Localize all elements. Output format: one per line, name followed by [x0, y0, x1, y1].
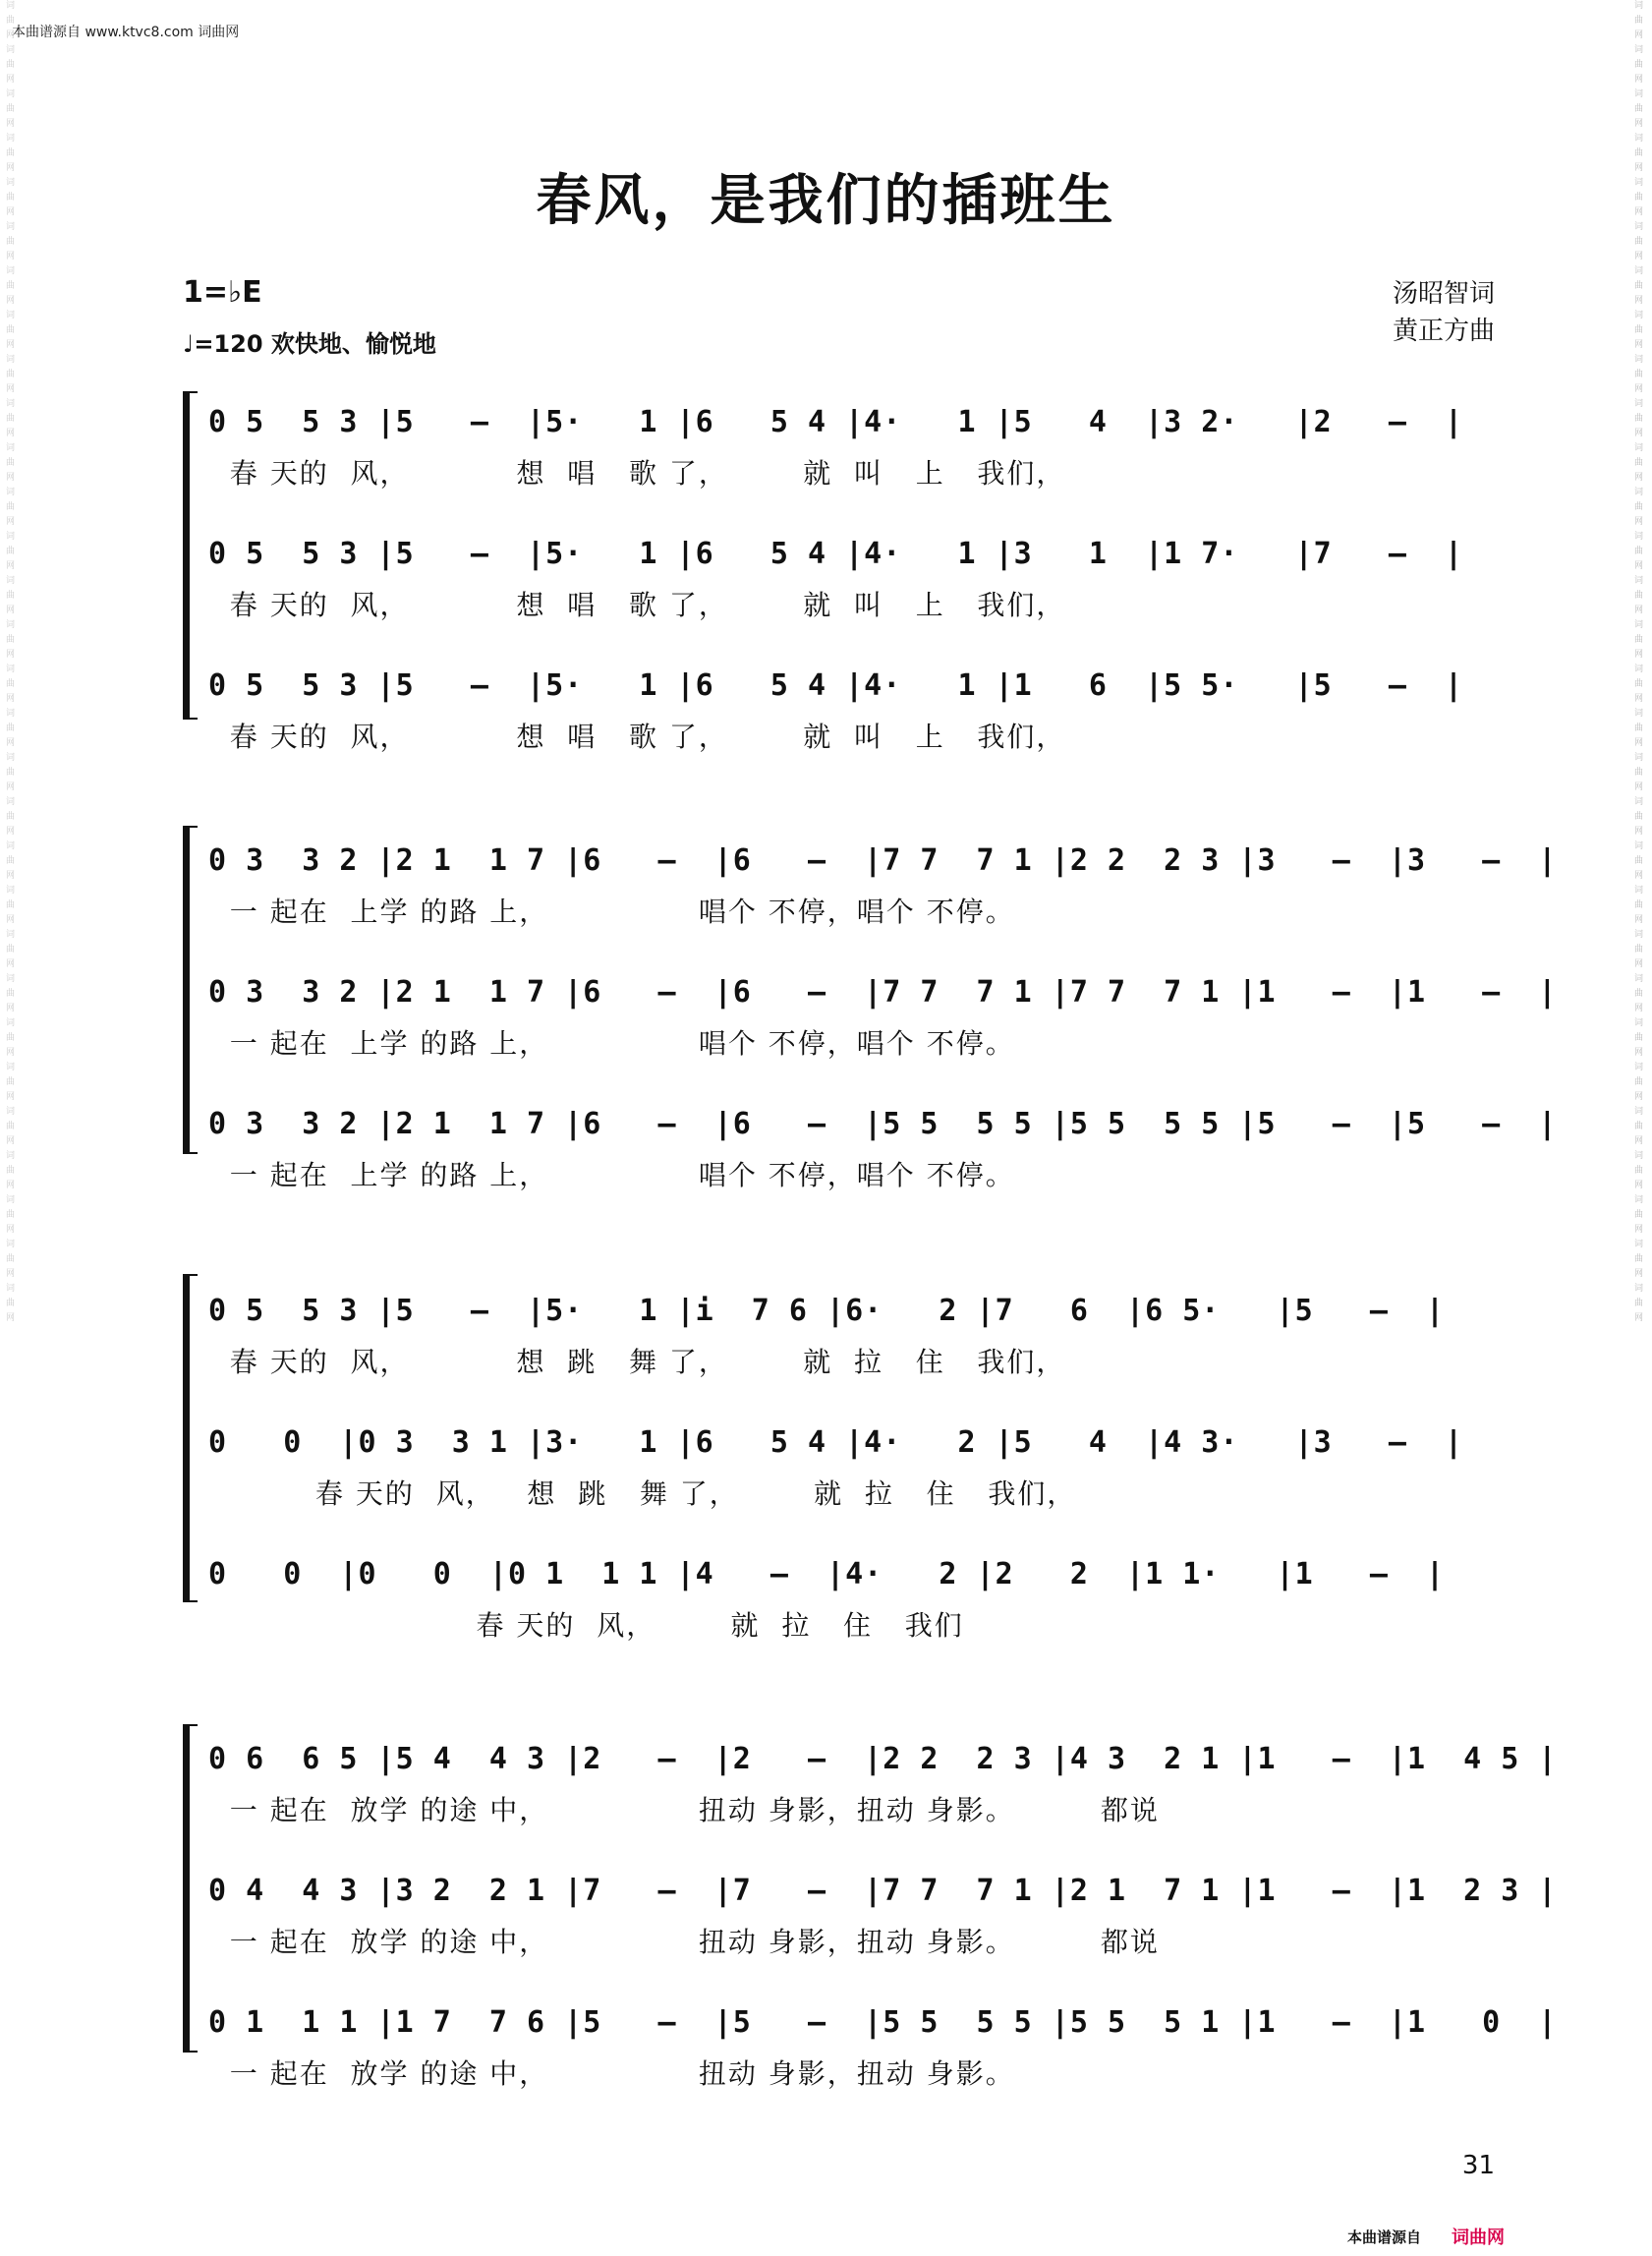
notes-line: 0 5 5 3 |5 – |5· 1 |6 5 4 |4· 1 |3 1 |1 7· |7 – | — [208, 537, 1464, 571]
composer-credit: 黄正方曲 — [1392, 317, 1495, 346]
system-bracket — [183, 826, 198, 1154]
side-watermark-left: 词曲网词曲网词曲网词曲网词曲网词曲网词曲网词曲网词曲网词曲网词曲网词曲网词曲网词曲网词曲网词曲网词曲网词曲网词曲网词曲网词曲网词曲网词曲网词曲网词曲网词曲网词曲网词曲网词曲网词曲网 — [4, 0, 14, 1327]
notes-line: 0 0 |0 0 |0 1 1 1 |4 – |4· 2 |2 2 |1 1· |1 – | — [208, 1557, 1446, 1591]
notes-line: 0 5 5 3 |5 – |5· 1 |6 5 4 |4· 1 |5 4 |3 2· |2 – | — [208, 405, 1464, 439]
lyrics-line: 一 起在 放学 的途 中， 扭动 身影，扭动 身影。 都说 — [208, 1926, 1160, 1958]
notes-line: 0 3 3 2 |2 1 1 7 |6 – |6 – |5 5 5 5 |5 5 5 5 |5 – |5 – | — [208, 1107, 1558, 1141]
lyricist-credit: 汤昭智词 — [1392, 279, 1495, 309]
notes-line: 0 3 3 2 |2 1 1 7 |6 – |6 – |7 7 7 1 |7 7 7 1 |1 – |1 – | — [208, 975, 1558, 1010]
lyrics-line: 一 起在 放学 的途 中， 扭动 身影，扭动 身影。 都说 — [208, 1794, 1160, 1826]
footer-site-label: 词曲网 — [1452, 2227, 1505, 2248]
lyrics-line: 一 起在 上学 的路 上， 唱个 不停，唱个 不停。 — [208, 896, 1015, 928]
side-watermark: 词曲网词曲网词曲网词曲网词曲网词曲网词曲网词曲网词曲网词曲网词曲网词曲网词曲网词曲网词曲网词曲网词曲网词曲网词曲网词曲网词曲网词曲网词曲网词曲网词曲网词曲网词曲网词曲网词曲网词曲网 — [1632, 0, 1642, 1327]
lyrics-line: 一 起在 放学 的途 中， 扭动 身影，扭动 身影。 — [208, 2057, 1015, 2090]
lyrics-line: 春 天的 风， 想 跳 舞 了， 就 拉 住 我们， — [208, 1477, 1077, 1510]
lyrics-line: 春 天的 风， 想 唱 歌 了， 就 叫 上 我们， — [208, 457, 1066, 490]
notes-line: 0 0 |0 3 3 1 |3· 1 |6 5 4 |4· 2 |5 4 |4 3· |3 – | — [208, 1425, 1464, 1460]
lyrics-line: 春 天的 风， 想 唱 歌 了， 就 叫 上 我们， — [208, 589, 1066, 621]
system-bracket — [183, 391, 198, 720]
system-bracket — [183, 1274, 198, 1602]
lyrics-line: 春 天的 风， 想 唱 歌 了， 就 叫 上 我们， — [208, 721, 1066, 753]
notes-line: 0 3 3 2 |2 1 1 7 |6 – |6 – |7 7 7 1 |2 2 2 3 |3 – |3 – | — [208, 843, 1558, 878]
tempo-marking: ♩=120 欢快地、愉悦地 — [183, 330, 436, 358]
page-number: 31 — [1461, 2151, 1495, 2180]
lyrics-line: 春 天的 风， 想 跳 舞 了， 就 拉 住 我们， — [208, 1346, 1066, 1378]
notes-line: 0 4 4 3 |3 2 2 1 |7 – |7 – |7 7 7 1 |2 1 7 1 |1 – |1 2 3 | — [208, 1874, 1558, 1908]
footer-source-label: 本曲谱源自 — [1346, 2228, 1421, 2246]
notes-line: 0 5 5 3 |5 – |5· 1 |i 7 6 |6· 2 |7 6 |6 5· |5 – | — [208, 1294, 1446, 1328]
watermark-text: 本曲谱源自 www.ktvc8.com 词曲网 — [12, 25, 240, 40]
system-bracket — [183, 1724, 198, 2053]
lyrics-line: 春 天的 风， 就 拉 住 我们 — [208, 1609, 964, 1642]
notes-line: 0 5 5 3 |5 – |5· 1 |6 5 4 |4· 1 |1 6 |5 5· |5 – | — [208, 668, 1464, 703]
notes-line: 0 1 1 1 |1 7 7 6 |5 – |5 – |5 5 5 5 |5 5 5 1 |1 – |1 0 | — [208, 2005, 1558, 2040]
lyrics-line: 一 起在 上学 的路 上， 唱个 不停，唱个 不停。 — [208, 1027, 1015, 1060]
song-title: 春风，是我们的插班生 — [536, 168, 1116, 233]
notes-line: 0 6 6 5 |5 4 4 3 |2 – |2 – |2 2 2 3 |4 3 2 1 |1 – |1 4 5 | — [208, 1742, 1558, 1776]
lyrics-line: 一 起在 上学 的路 上， 唱个 不停，唱个 不停。 — [208, 1159, 1015, 1191]
key-signature: 1=♭E — [183, 275, 262, 310]
